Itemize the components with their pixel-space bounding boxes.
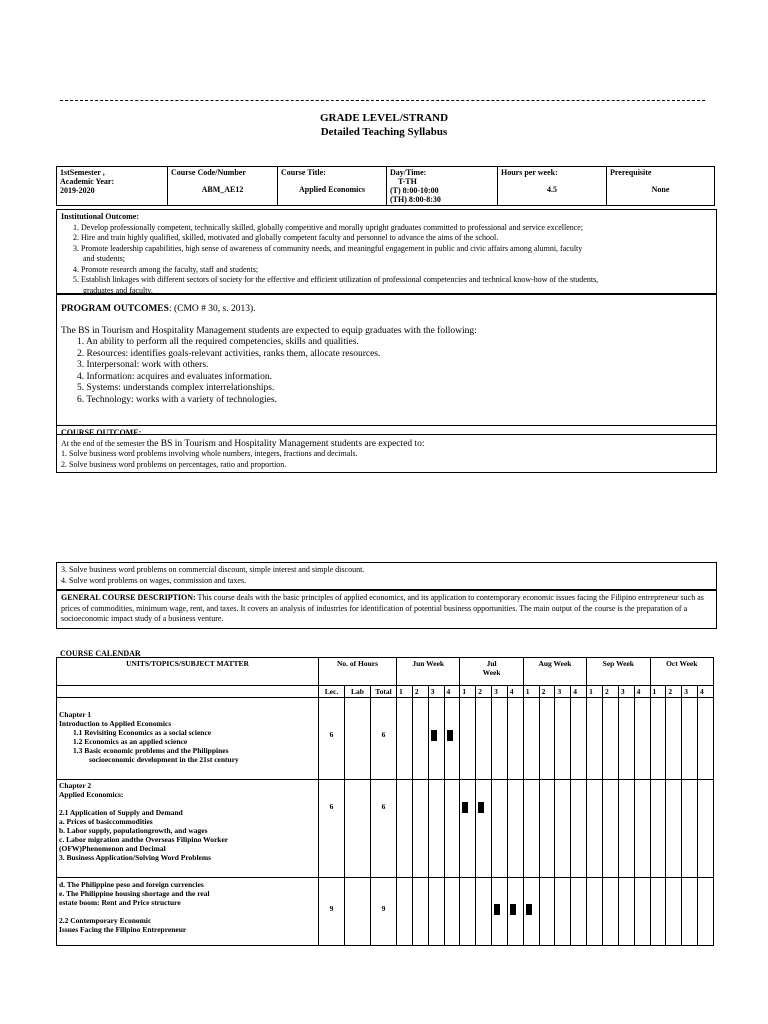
week-cell [444,878,460,946]
week-cell [666,878,682,946]
lab-header: Lab [345,686,371,698]
list-item: 3. Solve business word problems on commercial discount, simple interest and simple discount. [61,565,365,574]
week-cell [618,780,634,878]
week-cell [618,698,634,780]
course-code-cell: Course Code/Number ABM_AE12 [168,167,278,206]
week-number: 2 [539,686,555,698]
list-item: 5. Establish linkages with different sectors of society for the effective and efficient utilization of professional competencies and technical know-how of the students, [73,275,599,284]
topic-line: (OFW)Phenomenon and Decimal [59,844,166,853]
week-number: 4 [634,686,650,698]
week-cell [523,878,539,946]
week-cell [666,780,682,878]
lec-hours: 6 [319,698,345,780]
course-description-box: GENERAL COURSE DESCRIPTION: This course deals with the basic principles of applied economics, and its application to contemporary economic issues facing the Filipino entrepreneur such as prices of commodities, minimum wage, rent, and taxes. It covers an analysis of industries for identification of potential business opportunities. The main output of the course is the preparation of a socioeconomic impact study of a business venture. [56,590,717,629]
topic-line: b. Labor supply, populationgrowth, and wages [59,826,208,835]
week-number: 1 [587,686,603,698]
week-cell [523,698,539,780]
top-dashed-rule [60,100,705,101]
schedule-mark [431,730,437,741]
week-number: 4 [507,686,523,698]
list-item: 3. Promote leadership capabilities, high sense of awareness of community needs, and meaningful engagement in public and civic affairs among alumni, faculty [73,243,583,253]
topic-line: e. The Philippine housing shortage and the real [59,889,210,898]
daytime-cell: Day/Time: T-TH (T) 8:00-10:00 (TH) 8:00-8:30 [387,167,498,206]
course-outcome-list [61,449,712,470]
week-cell [682,780,698,878]
topic-line: Applied Economics: [59,790,124,799]
course-info-table [56,166,715,206]
schedule-mark [526,904,532,915]
week-number: 2 [666,686,682,698]
institutional-outcome-list [61,223,712,297]
list-item: 1. Solve business word problems involving whole numbers, integers, fractions and decimals. [61,449,358,458]
week-number: 3 [428,686,444,698]
list-item: 3. Interpersonal: work with others. [77,360,209,370]
hours-header: No. of Hours [319,658,397,686]
week-cell [682,878,698,946]
week-cell [460,698,476,780]
topic-line: 2.1 Application of Supply and Demand [59,808,183,817]
week-number: 2 [476,686,492,698]
topic-cell [57,698,319,780]
week-cell [587,878,603,946]
week-cell [571,780,587,878]
month-oct: Oct Week [650,658,713,686]
week-cell [428,698,444,780]
week-cell [476,878,492,946]
schedule-mark [478,802,484,813]
week-number: 3 [682,686,698,698]
course-calendar-table [56,657,714,946]
topic-cell [57,878,319,946]
list-item: 2. Hire and train highly qualified, skilled, motivated and globally competent faculty and personnel to advance the aims of the school. [73,233,499,242]
week-cell [412,878,428,946]
total-hours: 6 [371,698,397,780]
week-cell [650,878,666,946]
program-outcomes-label: PROGRAM OUTCOMES [61,304,169,314]
week-cell [507,698,523,780]
week-number: 1 [397,686,413,698]
week-cell [523,780,539,878]
list-item: 2. Solve business word problems on percentages, ratio and proportion. [61,459,287,469]
week-cell [555,698,571,780]
week-cell [666,698,682,780]
week-number: 2 [412,686,428,698]
total-hours: 6 [371,780,397,878]
list-item: 4. Solve word problems on wages, commission and taxes. [61,575,247,585]
week-cell [507,878,523,946]
topic-line: Chapter 2 [59,781,92,790]
lec-header: Lec. [319,686,345,698]
course-outcome-list-continued [61,565,712,586]
list-item: 4. Promote research among the faculty, staff and students; [73,264,259,274]
week-number: 3 [492,686,508,698]
month-jul: Jul Week [460,658,523,686]
week-cell [460,878,476,946]
total-hours: 9 [371,878,397,946]
table-row [57,698,714,780]
week-cell [650,698,666,780]
week-number: 4 [571,686,587,698]
week-number: 1 [460,686,476,698]
topic-line: c. Labor migration andthe Overseas Filipino Worker [59,835,229,844]
list-item: 4. Information: acquires and evaluates information. [77,371,272,382]
units-subheader-blank [57,686,319,698]
week-cell [397,878,413,946]
topic-line [59,799,316,808]
week-cell [492,780,508,878]
week-cell [492,698,508,780]
topic-line: socioeconomic development in the 21st century [89,755,239,764]
lab-hours [345,878,371,946]
week-cell [602,698,618,780]
list-item: 1. Develop professionally competent, technically skilled, globally competitive and morally upright graduates committed to professional and service excellence; [73,222,584,232]
week-cell [602,780,618,878]
week-cell [587,698,603,780]
week-number: 1 [650,686,666,698]
topic-line: Issues Facing the Filipino Entrepreneur [59,925,187,934]
semester-cell: 1stSemester , Academic Year: 2019-2020 [57,167,168,206]
week-number: 2 [602,686,618,698]
lab-hours [345,780,371,878]
week-cell [397,698,413,780]
week-cell [492,878,508,946]
week-cell [618,878,634,946]
week-cell [602,878,618,946]
week-cell [650,780,666,878]
week-cell [412,698,428,780]
schedule-mark [462,802,468,813]
topic-line [59,907,316,916]
week-cell [460,780,476,878]
topic-line: 2.2 Contemporary Economic [59,916,152,925]
course-calendar-title: COURSE CALENDAR [60,649,141,658]
week-cell [428,878,444,946]
week-number: 3 [618,686,634,698]
program-outcomes-box: PROGRAM OUTCOMES: (CMO # 30, s. 2013). The BS in Tourism and Hospitality Management students are expected to equip graduates with the following: 1. An ability to perform all the required competencies, skills and qualities. 2. Resources: identifies goals-relevant activities, ranks them, allocate resources. 3. Interpersonal: work with others. 4. Information: acquires and evaluates information. 5. Systems: understands complex interrelationships. 6. Technology: works with a variety of technologies. [56,293,717,435]
week-cell [555,878,571,946]
week-cell [555,780,571,878]
week-cell [634,780,650,878]
list-item: graduates and faculty. [83,285,153,295]
topic-line: 1.3 Basic economic problems and the Philippines [73,746,229,755]
month-aug: Aug Week [523,658,586,686]
week-number: 4 [698,686,714,698]
prerequisite-cell: Prerequisite None [607,167,715,206]
week-cell [539,698,555,780]
topic-line: Introduction to Applied Economics [59,719,172,728]
lec-hours: 9 [319,878,345,946]
week-cell [698,878,714,946]
topic-line: d. The Philippine peso and foreign currencies [59,880,204,889]
week-cell [476,698,492,780]
list-item: 6. Technology: works with a variety of technologies. [77,394,277,405]
week-cell [412,780,428,878]
institutional-outcome-box: Institutional Outcome: 1. Develop professionally competent, technically skilled, globally competitive and morally upright graduates committed to professional and service excellence; 2. Hire and train highly qualified, skilled, motivated and globally competent faculty and personnel to advance the aims of the school. 3. Promote leadership capabilities, high sense of awareness of community needs, and meaningful engagement in public and civic affairs among alumni, faculty and students; 4. Promote research among the faculty, staff and students; 5. Establish linkages with different sectors of society for the effective and efficient utilization of professional competencies and technical know-how of the students, graduates and faculty. [56,209,717,295]
week-cell [571,878,587,946]
topic-line: 3. Business Application/Solving Word Problems [59,853,212,862]
schedule-mark [494,904,500,915]
schedule-mark [447,730,453,741]
week-cell [571,698,587,780]
week-cell [507,780,523,878]
week-number: 1 [523,686,539,698]
week-cell [397,780,413,878]
week-cell [634,878,650,946]
week-cell [539,878,555,946]
month-jun: Jun Week [397,658,460,686]
week-cell [634,698,650,780]
page-title: GRADE LEVEL/STRAND [319,112,449,124]
week-cell [444,698,460,780]
list-item: 2. Resources: identifies goals-relevant activities, ranks them, allocate resources. [77,348,381,359]
hours-cell: Hours per week: 4.5 [498,167,607,206]
course-outcome-box: COURSE OUTCOME: At the end of the semester the BS in Tourism and Hospitality Management students are expected to: 1. Solve business word problems involving whole numbers, integers, fractions and decimals. 2. Solve business word problems on percentages, ratio and proportion. [56,425,717,473]
course-title-cell: Course Title: Applied Economics [278,167,387,206]
total-header: Total [371,686,397,698]
month-sep: Sep Week [587,658,650,686]
topic-line: 1.1 Revisiting Economics as a social science [73,728,212,737]
week-cell [444,780,460,878]
week-number: 3 [555,686,571,698]
topic-line: 1.2 Economics as an applied science [73,737,188,746]
topic-line: a. Prices of basiccommodities [59,817,153,826]
week-cell [539,780,555,878]
week-cell [698,698,714,780]
units-header: UNITS/TOPICS/SUBJECT MATTER [57,658,319,686]
week-cell [698,780,714,878]
topic-cell [57,780,319,878]
table-row [57,878,714,946]
list-item: 5. Systems: understands complex interrelationships. [77,383,275,393]
week-cell [476,780,492,878]
week-number: 4 [444,686,460,698]
list-item: 1. An ability to perform all the required competencies, skills and qualities. [77,337,359,347]
week-cell [587,780,603,878]
topic-line: Chapter 1 [59,710,92,719]
week-cell [682,698,698,780]
page-subtitle: Detailed Teaching Syllabus [320,126,448,138]
lec-hours: 6 [319,780,345,878]
schedule-mark [510,904,516,915]
list-item: and students; [83,254,125,263]
week-cell [428,780,444,878]
lab-hours [345,698,371,780]
program-outcomes-list [61,337,712,406]
topic-line: estate boom: Rent and Price structure [59,898,181,907]
table-row [57,780,714,878]
course-outcome-continued-box [56,562,717,590]
